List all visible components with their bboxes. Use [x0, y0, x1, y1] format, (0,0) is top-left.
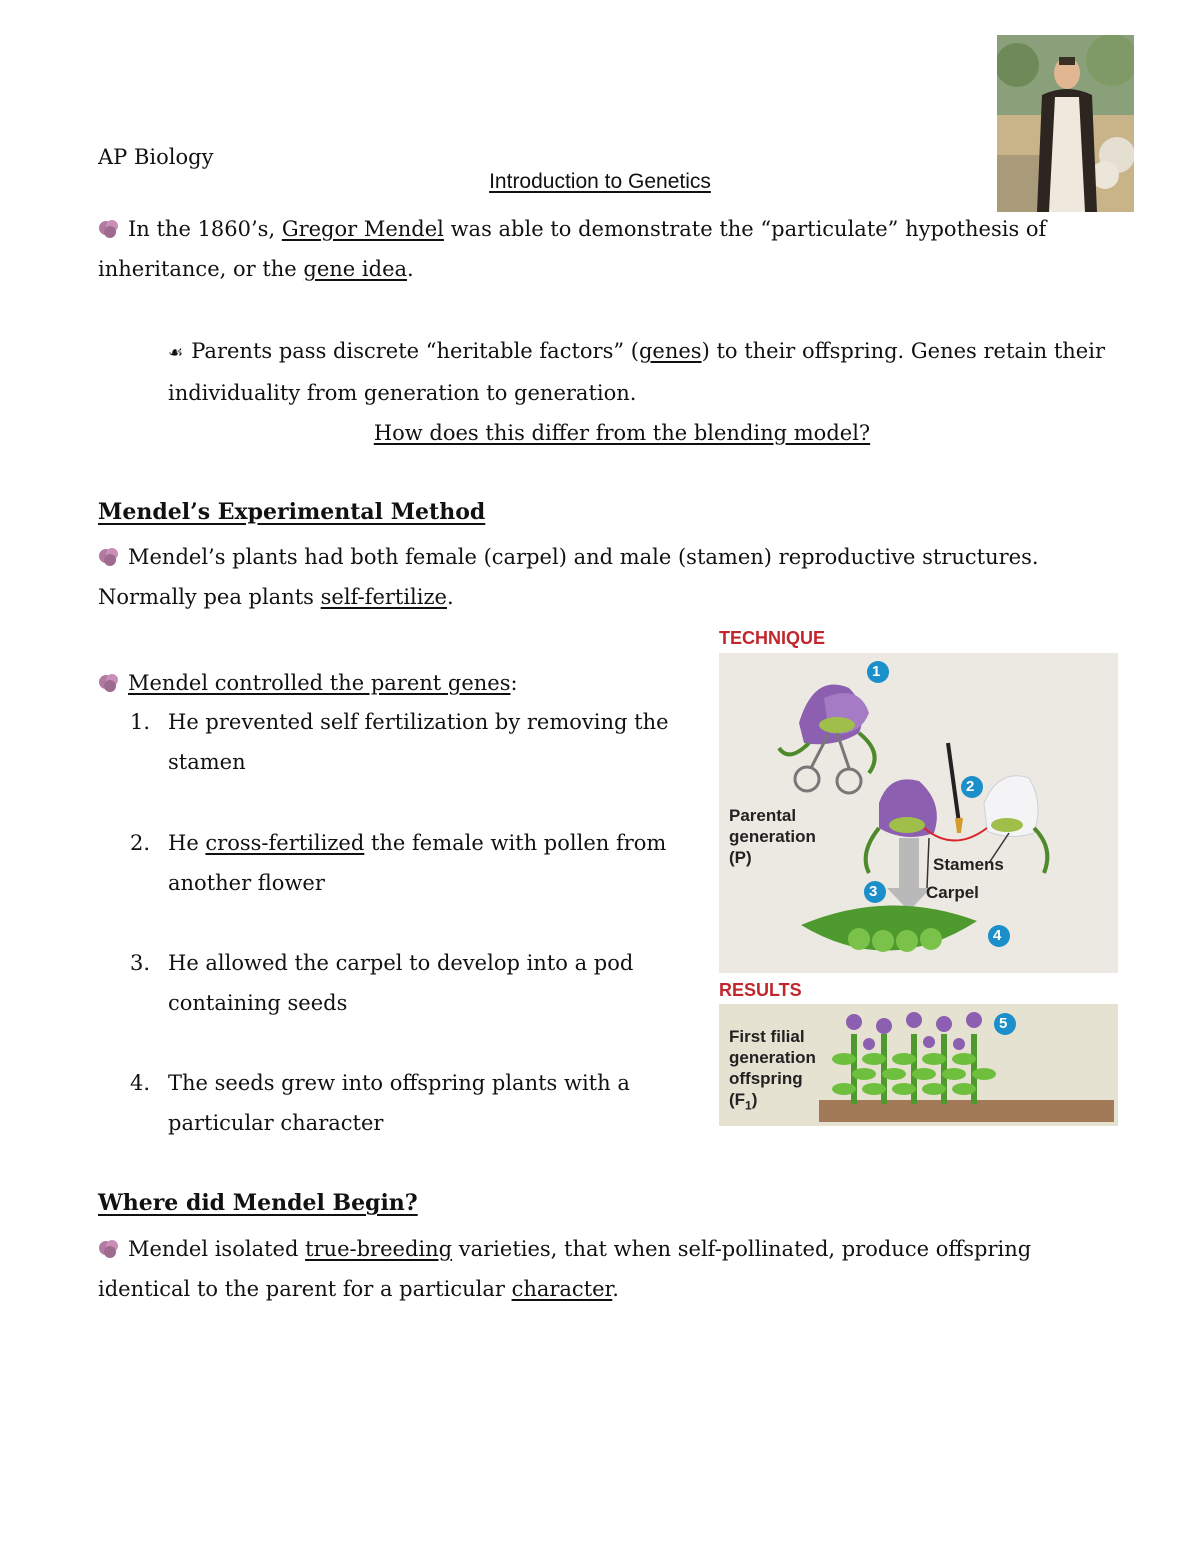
true-breeding-term: true-breeding: [305, 1237, 453, 1261]
first-filial-label: First filial generation offspring $(F_1)$: [729, 1027, 816, 1113]
intro-line-1: In the 1860’s, Gregor Mendel was able to demonstrate the “particulate” hypothesis of: [98, 209, 1058, 249]
step-number-5-badge: 5: [999, 1015, 1008, 1032]
begin-line-2: identical to the parent for a particular character.: [98, 1277, 619, 1301]
gregor-mendel-term: Gregor Mendel: [281, 217, 444, 241]
step-3: 3. He allowed the carpel to develop into a pod containing seeds: [130, 951, 634, 1015]
results-label: RESULTS: [719, 980, 802, 1000]
course-label: AP Biology: [98, 145, 214, 169]
gene-idea-term: gene idea: [303, 257, 408, 281]
intro-line-2: inheritance, or the gene idea.: [98, 257, 414, 281]
intro-sub-point: [168, 331, 1128, 413]
method-line-1: Mendel’s plants had both female (carpel) and male (stamen) reproductive structures.: [98, 537, 1098, 577]
method-line-2: Normally pea plants self-fertilize.: [98, 585, 454, 609]
cross-fertilized-term: cross-fertilized: [205, 831, 365, 855]
controlled-label: Mendel controlled the parent genes:: [98, 663, 518, 703]
method-heading: Mendel’s Experimental Method: [98, 499, 486, 525]
step-number-3-badge: 3: [869, 883, 878, 900]
parental-generation-label: Parental generation (P): [729, 806, 816, 867]
leaf-bullet-icon: ☙: [168, 343, 184, 363]
sub-line-1: ☙ Parents pass discrete “heritable factors” (genes) to their offspring. Genes retain their: [168, 339, 1105, 363]
flower-bullet-icon: [98, 212, 120, 232]
begin-heading: Where did Mendel Begin?: [98, 1190, 418, 1216]
step-number-4-badge: 4: [993, 927, 1002, 944]
method-paragraph: [98, 537, 1098, 617]
step-number-1-badge: 1: [872, 663, 881, 680]
character-term: character: [511, 1277, 613, 1301]
flower-bullet-icon: [98, 540, 120, 560]
begin-paragraph: [98, 1229, 1098, 1309]
sub-line-2: individuality from generation to generation.: [168, 381, 637, 405]
flower-bullet-icon: [98, 666, 120, 686]
intro-paragraph: [98, 209, 1058, 289]
genes-term: genes: [638, 339, 702, 363]
blending-question: How does this differ from the blending model?: [373, 421, 871, 445]
self-fertilize-term: self-fertilize: [320, 585, 447, 609]
page-title: Introduction to Genetics: [489, 170, 711, 193]
step-number-2-badge: 2: [966, 778, 975, 795]
step-2: 2. He cross-fertilized the female with pollen from another flower: [130, 831, 667, 895]
begin-line-1: Mendel isolated true-breeding varieties, that when self-pollinated, produce offspring: [98, 1229, 1098, 1269]
carpel-label: Carpel: [926, 883, 979, 902]
technique-label: TECHNIQUE: [719, 628, 826, 648]
step-4: 4. The seeds grew into offspring plants with a particular character: [130, 1071, 630, 1135]
step-1: 1. He prevented self fertilization by removing the stamen: [130, 710, 669, 774]
results-panel: [719, 1004, 1118, 1126]
stamens-label: Stamens: [933, 855, 1004, 874]
flower-bullet-icon: [98, 1232, 120, 1252]
technique-panel: [719, 653, 1118, 973]
